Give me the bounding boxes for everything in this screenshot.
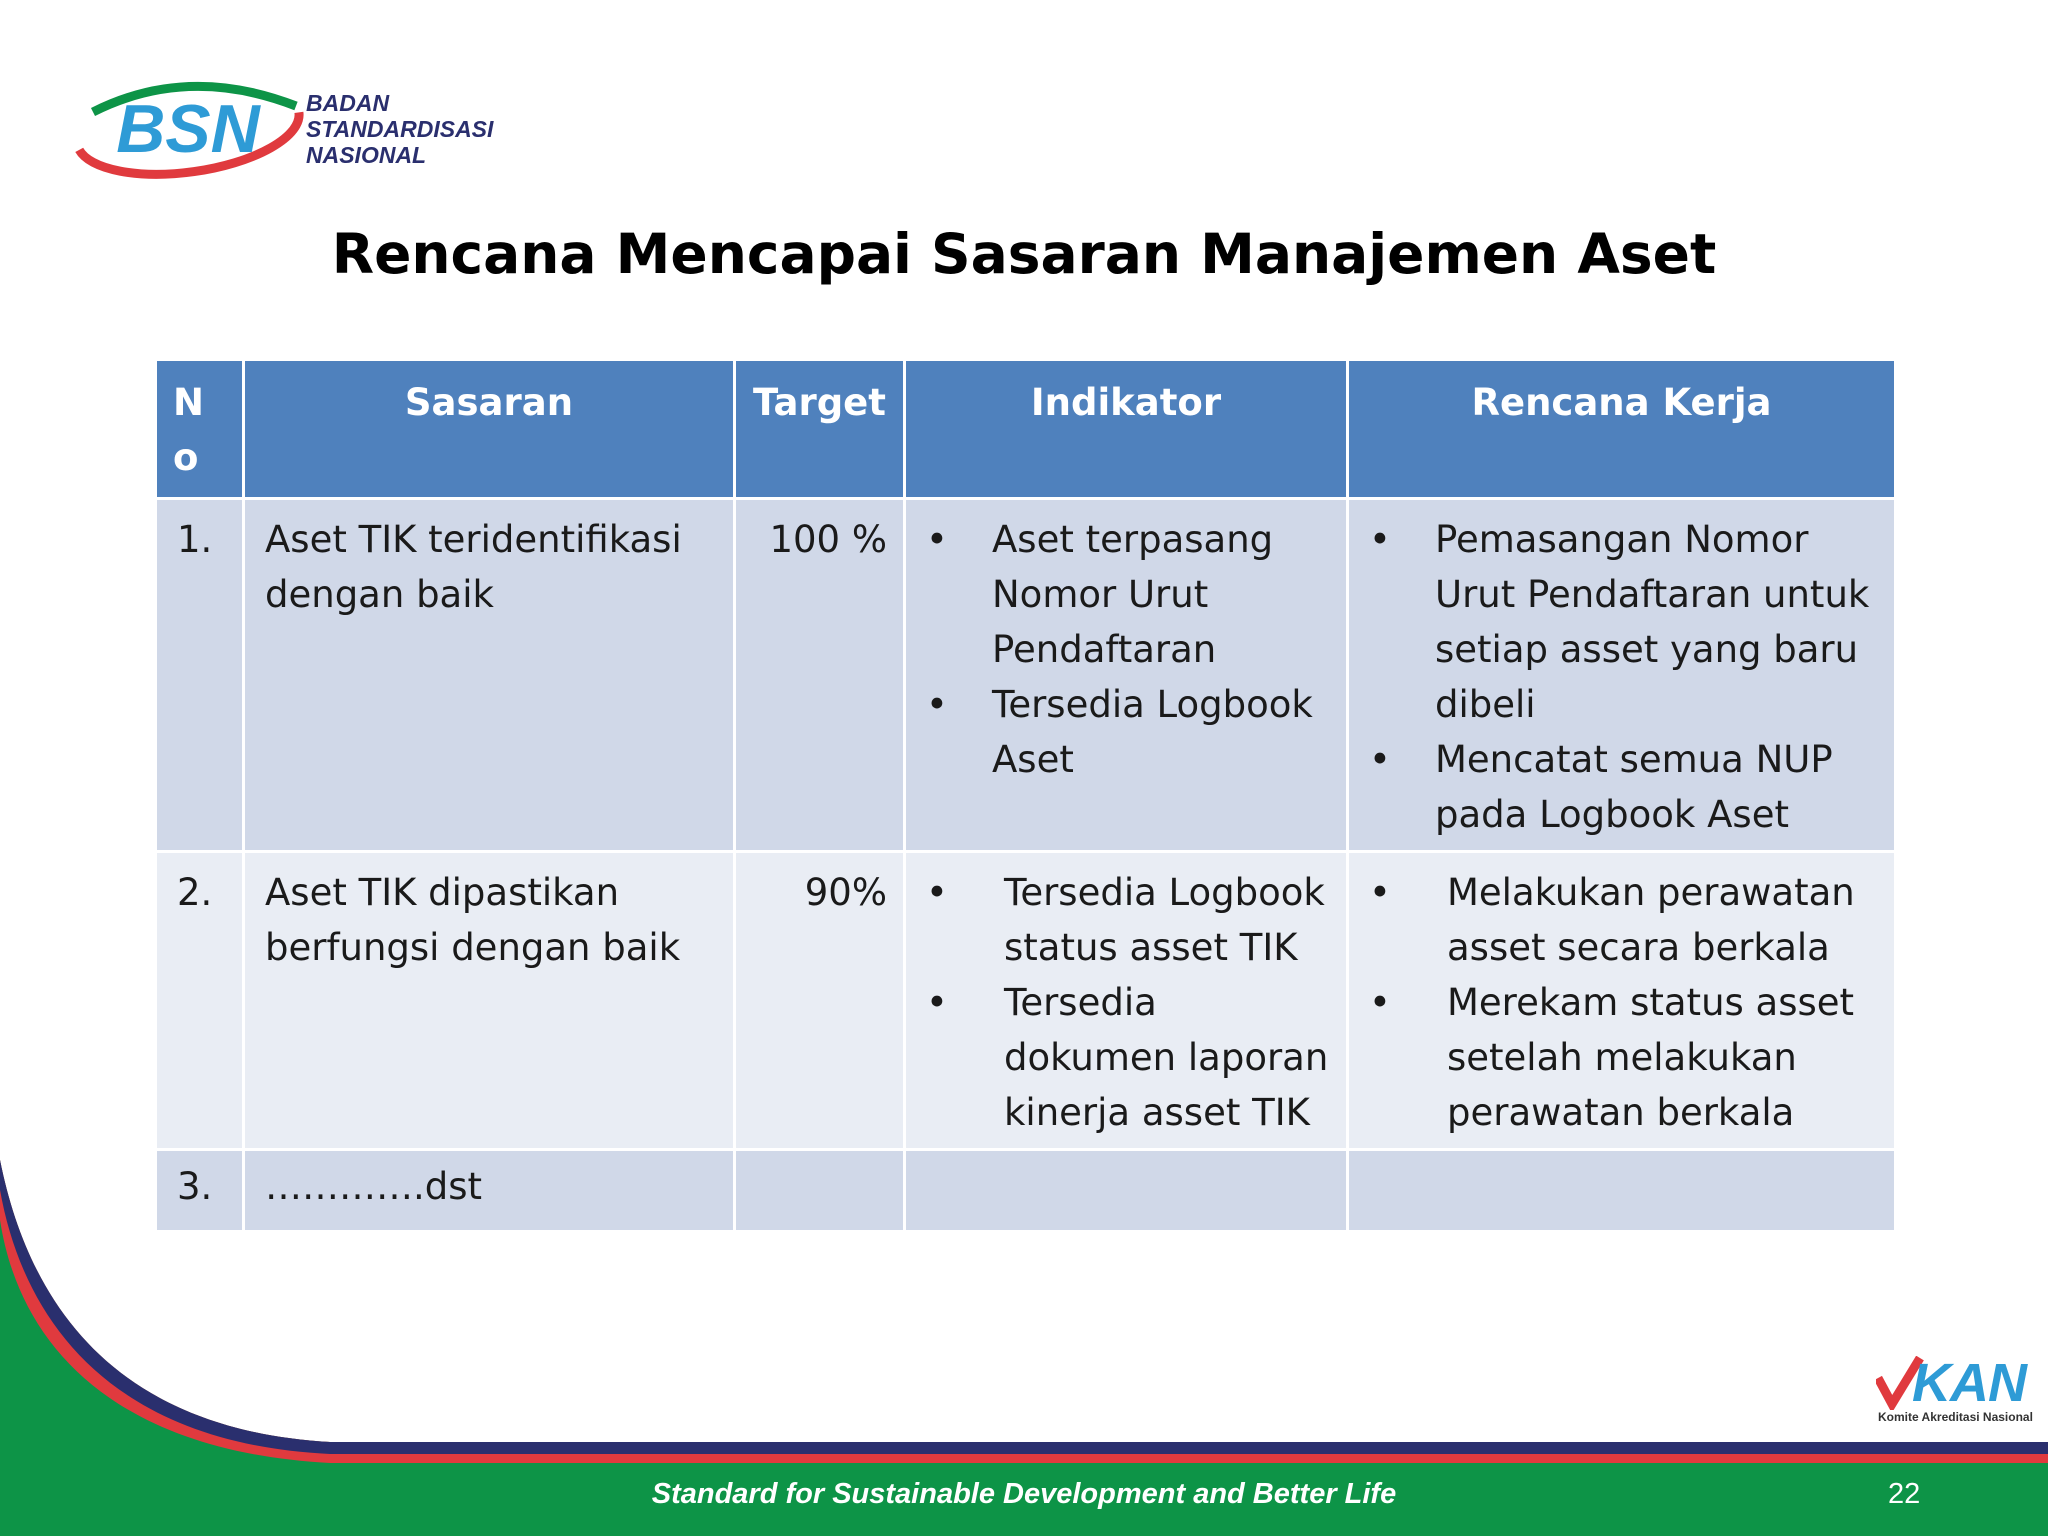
footer-tagline: Standard for Sustainable Development and Better Life xyxy=(651,1478,1397,1510)
kan-logo xyxy=(1876,1352,2044,1428)
list-item: • Melakukan perawatan asset secara berkala xyxy=(1369,865,1878,975)
slide-title: Rencana Mencapai Sasaran Manajemen Aset xyxy=(331,222,1717,286)
org-name-line: BADAN xyxy=(306,90,390,116)
bsn-logo-text: BSN xyxy=(116,91,260,167)
cell-sasaran: Aset TIK dipastikan berfungsi dengan baik xyxy=(244,852,735,1150)
org-name-line: STANDARDISASI xyxy=(306,116,494,142)
list-item: • Merekam status asset setelah melakukan perawatan berkala xyxy=(1369,975,1878,1140)
table-row xyxy=(156,852,1896,1150)
cell-no: 3. xyxy=(156,1150,244,1232)
header-indikator: Indikator xyxy=(905,360,1348,499)
list-item: • Mencatat semua NUP pada Logbook Aset xyxy=(1369,732,1878,842)
bsn-logo xyxy=(68,72,538,190)
list-item: • Tersedia dokumen laporan kinerja asset TIK xyxy=(926,975,1330,1140)
cell-rencana-kerja xyxy=(1348,852,1896,1150)
org-name-line: NASIONAL xyxy=(306,142,427,168)
bsn-emblem-icon xyxy=(68,72,308,190)
kan-logo-text: KAN xyxy=(1912,1353,2026,1413)
cell-indikator xyxy=(905,852,1348,1150)
cell-no: 1. xyxy=(156,499,244,852)
org-name xyxy=(306,90,493,168)
table-header-row xyxy=(156,360,1896,499)
header-no: No xyxy=(156,360,244,499)
cell-sasaran: Aset TIK teridentifikasi dengan baik xyxy=(244,499,735,852)
header-rencana-kerja: Rencana Kerja xyxy=(1348,360,1896,499)
list-item: • Pemasangan Nomor Urut Pendaftaran untuk setiap asset yang baru dibeli xyxy=(1369,512,1878,732)
header-target: Target xyxy=(735,360,905,499)
cell-indikator xyxy=(905,499,1348,852)
page-number: 22 xyxy=(1888,1478,1921,1510)
list-item: • Aset terpasang Nomor Urut Pendaftaran xyxy=(926,512,1330,677)
list-item: • Tersedia Logbook status asset TIK xyxy=(926,865,1330,975)
cell-rencana-kerja xyxy=(1348,499,1896,852)
cell-target: 90% xyxy=(735,852,905,1150)
plan-table xyxy=(154,358,1897,1233)
table-row xyxy=(156,499,1896,852)
header-sasaran: Sasaran xyxy=(244,360,735,499)
cell-sasaran: ………….dst xyxy=(244,1150,735,1232)
cell-target: 100 % xyxy=(735,499,905,852)
cell-no: 2. xyxy=(156,852,244,1150)
list-item: • Tersedia Logbook Aset xyxy=(926,677,1330,787)
kan-subtitle: Komite Akreditasi Nasional xyxy=(1878,1410,2033,1424)
